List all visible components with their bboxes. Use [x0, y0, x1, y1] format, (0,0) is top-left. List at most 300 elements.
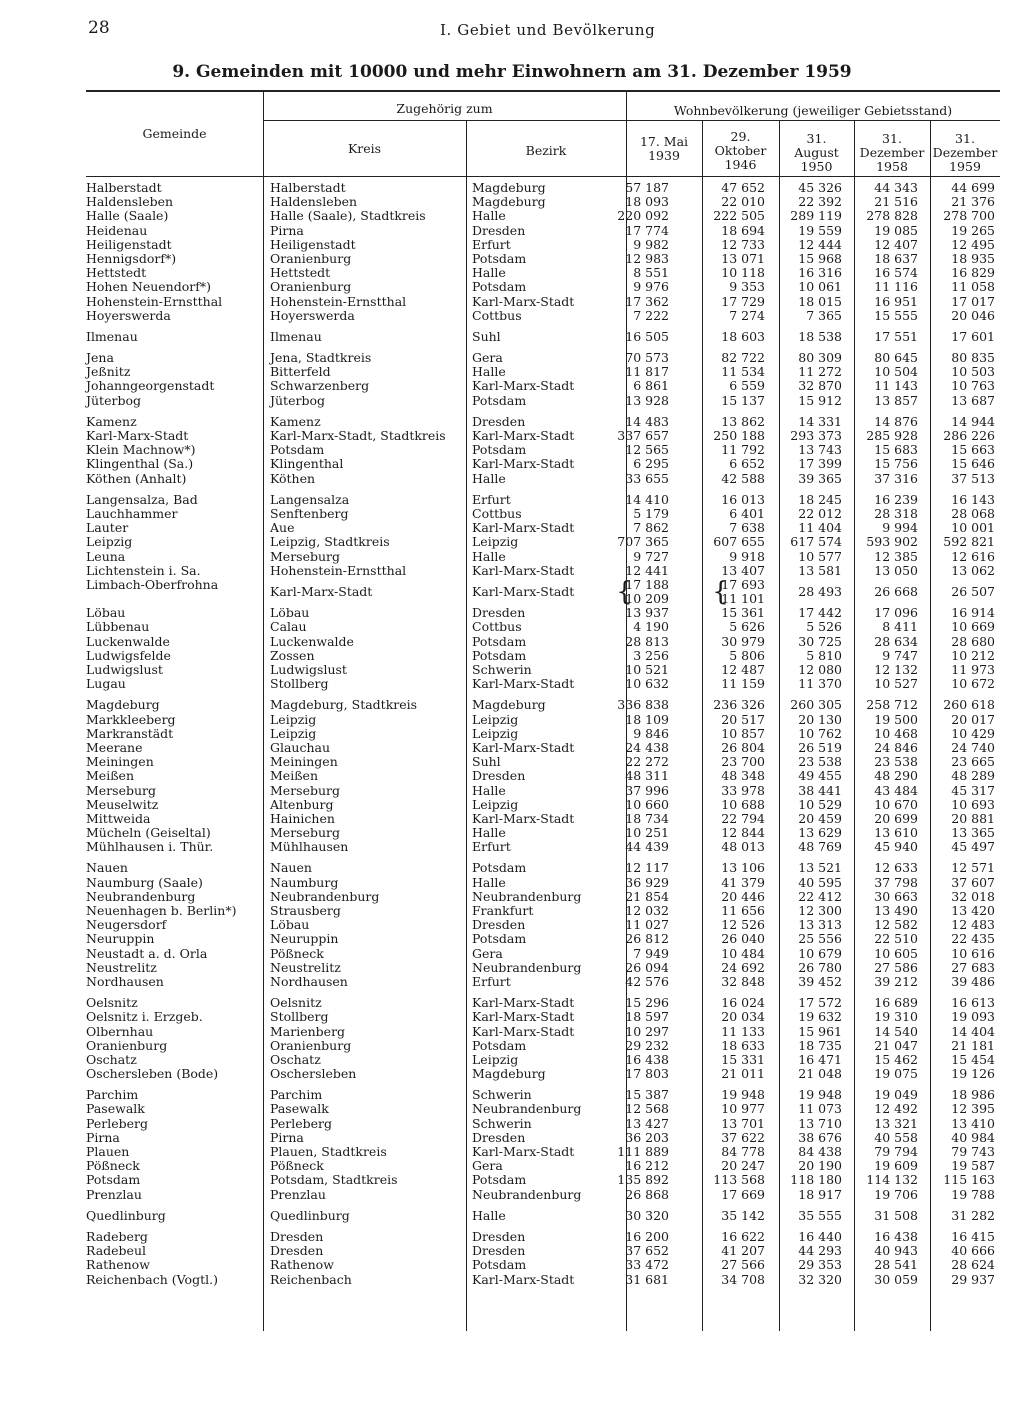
cell-population: 36 929 — [625, 874, 669, 890]
cell-population: 10 616 — [951, 945, 995, 961]
cell-population: 20 247 — [721, 1158, 765, 1174]
table-top-rule — [86, 90, 1000, 92]
cell-population: 617 574 — [790, 534, 842, 550]
cell-population: 29 232 — [625, 1037, 669, 1053]
table-row — [0, 635, 1024, 649]
cell-population: 84 438 — [798, 1144, 842, 1160]
table-row — [0, 578, 1024, 606]
cell-population: 14 331 — [798, 413, 842, 429]
letter-group — [0, 415, 1024, 486]
cell-bezirk: Potsdam — [472, 392, 527, 408]
cell-kreis: Perleberg — [270, 1115, 332, 1131]
cell-kreis: Leipzig — [270, 725, 317, 741]
cell-bezirk: Gera — [472, 1158, 503, 1174]
cell-gemeinde: Naumburg (Saale) — [86, 874, 203, 890]
cell-gemeinde: Merseburg — [86, 782, 157, 798]
cell-kreis: Pößneck — [270, 1158, 324, 1174]
cell-population: 6 861 — [633, 378, 669, 394]
cell-population: 13 490 — [874, 903, 918, 919]
cell-bezirk: Potsdam — [472, 1257, 527, 1273]
cell-population: 18 633 — [721, 1037, 765, 1053]
cell-kreis: Aue — [270, 520, 295, 536]
cell-kreis: Hettstedt — [270, 265, 331, 281]
cell-population: 21 048 — [798, 1066, 842, 1082]
table-row — [0, 1010, 1024, 1024]
cell-population: 15 296 — [625, 995, 669, 1011]
cell-population: 16 505 — [625, 328, 669, 344]
cell-gemeinde: Heiligenstadt — [86, 236, 172, 252]
cell-population: 17 803 — [625, 1066, 669, 1082]
cell-gemeinde: Jüterbog — [86, 392, 141, 408]
cell-population: 11 534 — [721, 364, 765, 380]
cell-population: 18 597 — [625, 1009, 669, 1025]
cell-bezirk: Halle — [472, 364, 506, 380]
cell-population: 18 734 — [625, 810, 669, 826]
cell-kreis: Reichenbach — [270, 1271, 352, 1287]
table-row — [0, 1244, 1024, 1258]
cell-population: 20 034 — [721, 1009, 765, 1025]
cell-bezirk: Neubrandenburg — [472, 1101, 582, 1117]
header-gemeinde: Gemeinde — [142, 126, 207, 141]
cell-population: 34 708 — [721, 1271, 765, 1287]
cell-population: 11 656 — [721, 903, 765, 919]
cell-gemeinde: Langensalza, Bad — [86, 491, 198, 507]
cell-population: 12 495 — [951, 236, 995, 252]
cell-population: 707 365 — [617, 534, 669, 550]
cell-population: 14 876 — [874, 413, 918, 429]
cell-population: 10 251 — [625, 825, 669, 841]
cell-bezirk: Karl-Marx-Stadt — [472, 293, 575, 309]
cell-population-split — [712, 576, 765, 607]
cell-bezirk: Erfurt — [472, 973, 511, 989]
cell-bezirk: Suhl — [472, 754, 501, 770]
cell-kreis: Oschersleben — [270, 1066, 357, 1082]
cell-population: 12 395 — [951, 1101, 995, 1117]
cell-population: 9 994 — [882, 520, 918, 536]
cell-population: 35 142 — [721, 1207, 765, 1223]
cell-population: 19 587 — [951, 1158, 995, 1174]
cell-population: 41 207 — [721, 1243, 765, 1259]
cell-bezirk: Karl-Marx-Stadt — [472, 428, 575, 443]
table-row — [0, 663, 1024, 677]
cell-population: 9 918 — [729, 548, 765, 564]
cell-kreis: Karl-Marx-Stadt, Stadtkreis — [270, 428, 446, 443]
table-row — [0, 238, 1024, 252]
cell-population: 13 313 — [798, 917, 842, 933]
cell-population: 10 660 — [625, 796, 669, 812]
cell-population: 31 508 — [874, 1207, 918, 1223]
cell-kreis: Pirna — [270, 222, 304, 238]
table-row — [0, 961, 1024, 975]
cell-gemeinde: Luckenwalde — [86, 633, 170, 649]
cell-population: 22 272 — [625, 754, 669, 770]
cell-population: 7 949 — [633, 945, 669, 961]
cell-population: 20 190 — [798, 1158, 842, 1174]
cell-bezirk: Schwerin — [472, 1087, 532, 1103]
cell-population: 24 438 — [625, 739, 669, 755]
cell-population: 10 429 — [951, 725, 995, 741]
cell-bezirk: Halle — [472, 825, 506, 841]
table-row — [0, 996, 1024, 1010]
cell-bezirk: Potsdam — [472, 931, 527, 947]
cell-kreis: Hoyerswerda — [270, 307, 355, 323]
cell-population: 9 846 — [633, 725, 669, 741]
cell-population: 26 507 — [951, 583, 995, 599]
cell-bezirk: Karl-Marx-Stadt — [472, 739, 575, 755]
cell-population: 32 320 — [798, 1271, 842, 1287]
cell-gemeinde: Pirna — [86, 1129, 120, 1145]
cell-kreis: Heiligenstadt — [270, 236, 356, 252]
cell-kreis: Neubrandenburg — [270, 888, 380, 904]
cell-population: 5 810 — [806, 647, 842, 663]
letter-group — [0, 698, 1024, 854]
cell-population: 19 310 — [874, 1009, 918, 1025]
cell-population: 13 365 — [951, 825, 995, 841]
header-date-1946: 29. Oktober 1946 — [714, 129, 767, 172]
cell-population: 16 438 — [625, 1051, 669, 1067]
cell-kreis: Calau — [270, 619, 307, 635]
cell-population: 17 362 — [625, 293, 669, 309]
cell-gemeinde: Meuselwitz — [86, 796, 159, 812]
cell-population: 80 645 — [874, 350, 918, 366]
cell-population: 11 792 — [721, 442, 765, 458]
table-row — [0, 472, 1024, 486]
cell-bezirk: Halle — [472, 548, 506, 564]
cell-population: 13 857 — [874, 392, 918, 408]
cell-population: 12 300 — [798, 903, 842, 919]
letter-group — [0, 1088, 1024, 1202]
cell-population: 26 519 — [798, 739, 842, 755]
cell-population: 23 665 — [951, 754, 995, 770]
cell-kreis: Rathenow — [270, 1257, 334, 1273]
cell-population: 48 289 — [951, 768, 995, 784]
group-spacer — [0, 344, 1024, 351]
cell-population: 17 399 — [798, 456, 842, 472]
cell-population: 10 672 — [951, 676, 995, 692]
cell-population: 6 295 — [633, 456, 669, 472]
cell-bezirk: Karl-Marx-Stadt — [472, 378, 575, 394]
cell-population: 5 626 — [729, 619, 765, 635]
cell-population: 13 862 — [721, 413, 765, 429]
table-row — [0, 755, 1024, 769]
cell-population: 12 582 — [874, 917, 918, 933]
cell-kreis: Langensalza — [270, 491, 350, 507]
cell-kreis: Oranienburg — [270, 250, 352, 266]
table-row — [0, 1088, 1024, 1102]
cell-population: 11 116 — [874, 279, 918, 295]
table-row — [0, 224, 1024, 238]
cell-population: 15 968 — [798, 250, 842, 266]
cell-population: 11 058 — [951, 279, 995, 295]
cell-population: 13 410 — [951, 1115, 995, 1131]
cell-population: 293 373 — [790, 428, 842, 443]
cell-population: 48 769 — [798, 839, 842, 855]
cell-gemeinde: Heidenau — [86, 222, 148, 238]
cell-kreis: Magdeburg, Stadtkreis — [270, 697, 418, 713]
cell-population: 43 484 — [874, 782, 918, 798]
cell-gemeinde: Plauen — [86, 1144, 130, 1160]
cell-population: 13 629 — [798, 825, 842, 841]
cell-kreis: Jena, Stadtkreis — [270, 350, 372, 366]
cell-population: 13 710 — [798, 1115, 842, 1131]
cell-population: 9 727 — [633, 548, 669, 564]
cell-population: 16 613 — [951, 995, 995, 1011]
cell-kreis: Pirna — [270, 1129, 304, 1145]
cell-population: 11 404 — [798, 520, 842, 536]
cell-kreis: Löbau — [270, 917, 310, 933]
cell-population: 13 050 — [874, 562, 918, 578]
table-row — [0, 840, 1024, 854]
cell-population: 16 143 — [951, 491, 995, 507]
cell-population: 28 680 — [951, 633, 995, 649]
cell-population: 14 404 — [951, 1023, 995, 1039]
letter-group — [0, 330, 1024, 344]
cell-population: 18 093 — [625, 194, 669, 210]
table-row — [0, 1209, 1024, 1223]
cell-population: 21 047 — [874, 1037, 918, 1053]
cell-gemeinde: Potsdam — [86, 1172, 141, 1188]
cell-gemeinde: Halberstadt — [86, 181, 162, 195]
cell-population: 16 440 — [798, 1228, 842, 1244]
cell-kreis: Pasewalk — [270, 1101, 329, 1117]
table-row — [0, 1102, 1024, 1116]
cell-population: 11 272 — [798, 364, 842, 380]
cell-kreis: Halle (Saale), Stadtkreis — [270, 208, 426, 224]
cell-population: 22 412 — [798, 888, 842, 904]
table-row — [0, 713, 1024, 727]
cell-population: 10 521 — [625, 662, 669, 678]
cell-population: 23 700 — [721, 754, 765, 770]
cell-bezirk: Dresden — [472, 1129, 526, 1145]
cell-population: 7 638 — [729, 520, 765, 536]
cell-population: 15 646 — [951, 456, 995, 472]
cell-population: 26 094 — [625, 959, 669, 975]
wohnbev-underline — [626, 120, 1000, 121]
cell-kreis: Leipzig — [270, 711, 317, 727]
table-body — [0, 181, 1024, 1331]
section-header: I. Gebiet und Bevölkerung — [440, 21, 656, 39]
cell-population: 13 687 — [951, 392, 995, 408]
cell-bezirk: Halle — [472, 1207, 506, 1223]
cell-kreis: Ludwigslust — [270, 662, 347, 678]
cell-population: 10 061 — [798, 279, 842, 295]
letter-group — [0, 996, 1024, 1081]
cell-kreis: Quedlinburg — [270, 1207, 350, 1223]
cell-population: 20 881 — [951, 810, 995, 826]
cell-gemeinde: Jeßnitz — [86, 364, 131, 380]
cell-population: 28 813 — [625, 633, 669, 649]
cell-bezirk: Potsdam — [472, 647, 527, 663]
cell-bezirk: Schwerin — [472, 1115, 532, 1131]
cell-population: 32 870 — [798, 378, 842, 394]
cell-population: 32 848 — [721, 973, 765, 989]
cell-gemeinde: Lauter — [86, 520, 129, 536]
header-zugehoerig: Zugehörig zum — [396, 101, 493, 116]
cell-population: 6 401 — [729, 505, 765, 521]
table-row — [0, 443, 1024, 457]
cell-population: 70 573 — [625, 350, 669, 366]
cell-kreis: Hohenstein-Ernstthal — [270, 562, 407, 578]
cell-gemeinde: Oschatz — [86, 1051, 137, 1067]
cell-population: 8 551 — [633, 265, 669, 281]
cell-bezirk: Magdeburg — [472, 697, 546, 713]
cell-kreis: Merseburg — [270, 782, 341, 798]
cell-bezirk: Halle — [472, 782, 506, 798]
table-row — [0, 252, 1024, 266]
cell-population: 13 581 — [798, 562, 842, 578]
cell-population: 260 305 — [790, 697, 842, 713]
cell-population: 37 652 — [625, 1243, 669, 1259]
cell-bezirk: Karl-Marx-Stadt — [472, 1009, 575, 1025]
cell-population: 113 568 — [713, 1172, 765, 1188]
cell-population: 45 940 — [874, 839, 918, 855]
cell-gemeinde: Meißen — [86, 768, 134, 784]
cell-population: 12 441 — [625, 562, 669, 578]
cell-population: 36 203 — [625, 1129, 669, 1145]
cell-population: 13 407 — [721, 562, 765, 578]
cell-population: 8 411 — [882, 619, 918, 635]
letter-group — [0, 351, 1024, 408]
table-row — [0, 741, 1024, 755]
letter-group — [0, 1209, 1024, 1223]
cell-population: 16 689 — [874, 995, 918, 1011]
cell-bezirk: Potsdam — [472, 1172, 527, 1188]
cell-population: 26 780 — [798, 959, 842, 975]
cell-bezirk: Halle — [472, 470, 506, 486]
cell-population: 10 118 — [721, 265, 765, 281]
cell-bezirk: Karl-Marx-Stadt — [472, 1144, 575, 1160]
table-row — [0, 947, 1024, 961]
cell-population: 15 137 — [721, 392, 765, 408]
cell-population: 26 040 — [721, 931, 765, 947]
cell-population: 26 668 — [874, 583, 918, 599]
cell-population: 10 679 — [798, 945, 842, 961]
cell-bezirk: Cottbus — [472, 505, 522, 521]
cell-population: 44 439 — [625, 839, 669, 855]
cell-population: 5 526 — [806, 619, 842, 635]
cell-gemeinde: Löbau — [86, 605, 126, 621]
table-row — [0, 649, 1024, 663]
cell-population: 13 743 — [798, 442, 842, 458]
cell-population: 10 762 — [798, 725, 842, 741]
cell-population: 12 132 — [874, 662, 918, 678]
cell-population: 11 143 — [874, 378, 918, 394]
table-row — [0, 365, 1024, 379]
cell-population: 28 541 — [874, 1257, 918, 1273]
cell-kreis: Hohenstein-Ernstthal — [270, 293, 407, 309]
cell-gemeinde: Ludwigslust — [86, 662, 163, 678]
cell-gemeinde: Hohenstein-Ernstthal — [86, 293, 223, 309]
cell-population: 19 559 — [798, 222, 842, 238]
cell-population: 18 917 — [798, 1186, 842, 1202]
cell-population: 6 559 — [729, 378, 765, 394]
cell-population: 22 010 — [721, 194, 765, 210]
cell-population: 260 618 — [943, 697, 995, 713]
cell-population: 10 529 — [798, 796, 842, 812]
cell-bezirk: Leipzig — [472, 725, 519, 741]
cell-population: 22 510 — [874, 931, 918, 947]
cell-population: 13 321 — [874, 1115, 918, 1131]
cell-population: 11 817 — [625, 364, 669, 380]
cell-population: 12 032 — [625, 903, 669, 919]
cell-population: 18 735 — [798, 1037, 842, 1053]
cell-gemeinde: Jena — [86, 350, 114, 366]
cell-gemeinde: Hettstedt — [86, 265, 147, 281]
cell-population: 12 983 — [625, 250, 669, 266]
brace-glyph: { — [712, 576, 729, 607]
cell-population: 10 001 — [951, 520, 995, 536]
cell-kreis: Pößneck — [270, 945, 324, 961]
cell-population: 79 743 — [951, 1144, 995, 1160]
cell-population: 15 361 — [721, 605, 765, 621]
cell-population: 40 943 — [874, 1243, 918, 1259]
cell-bezirk: Leipzig — [472, 711, 519, 727]
cell-bezirk: Gera — [472, 350, 503, 366]
cell-gemeinde: Lübbenau — [86, 619, 150, 635]
cell-population: 38 441 — [798, 782, 842, 798]
cell-population: 12 407 — [874, 236, 918, 252]
cell-population: 12 526 — [721, 917, 765, 933]
cell-bezirk: Erfurt — [472, 491, 511, 507]
table-row — [0, 379, 1024, 393]
cell-population: 19 265 — [951, 222, 995, 238]
cell-population: 11 073 — [798, 1101, 842, 1117]
cell-population: 258 712 — [866, 697, 918, 713]
cell-population: 27 566 — [721, 1257, 765, 1273]
cell-population: 12 633 — [874, 860, 918, 876]
cell-population: 11 027 — [625, 917, 669, 933]
cell-population: 18 935 — [951, 250, 995, 266]
cell-population: 10 577 — [798, 548, 842, 564]
cell-population: 289 119 — [790, 208, 842, 224]
cell-gemeinde: Köthen (Anhalt) — [86, 470, 187, 486]
table-row — [0, 550, 1024, 564]
cell-gemeinde: Mücheln (Geiseltal) — [86, 825, 211, 841]
cell-bezirk: Magdeburg — [472, 181, 546, 195]
table-row — [0, 918, 1024, 932]
cell-population: 18 637 — [874, 250, 918, 266]
cell-population: 17 017 — [951, 293, 995, 309]
cell-kreis: Stollberg — [270, 1009, 329, 1025]
cell-population: 25 556 — [798, 931, 842, 947]
cell-bezirk: Karl-Marx-Stadt — [472, 676, 575, 692]
letter-group — [0, 1230, 1024, 1287]
cell-population: 20 017 — [951, 711, 995, 727]
cell-kreis: Dresden — [270, 1228, 324, 1244]
cell-population: 12 565 — [625, 442, 669, 458]
cell-population: 45 317 — [951, 782, 995, 798]
cell-population: 17 729 — [721, 293, 765, 309]
cell-population: 47 652 — [721, 181, 765, 195]
cell-population: 12 385 — [874, 548, 918, 564]
cell-population: 15 961 — [798, 1023, 842, 1039]
cell-population: 3 256 — [633, 647, 669, 663]
brace-glyph: { — [616, 576, 633, 607]
cell-kreis: Mühlhausen — [270, 839, 349, 855]
cell-population: 28 318 — [874, 505, 918, 521]
cell-bezirk: Karl-Marx-Stadt — [472, 583, 575, 599]
cell-population: 115 163 — [943, 1172, 995, 1188]
cell-population: 12 492 — [874, 1101, 918, 1117]
cell-population: 16 013 — [721, 491, 765, 507]
cell-population: 7 365 — [806, 307, 842, 323]
cell-population: 278 828 — [866, 208, 918, 224]
cell-bezirk: Potsdam — [472, 633, 527, 649]
cell-population-part: 10 209 — [625, 591, 669, 607]
cell-population: 16 951 — [874, 293, 918, 309]
cell-kreis: Oelsnitz — [270, 995, 322, 1011]
cell-population: 7 274 — [729, 307, 765, 323]
